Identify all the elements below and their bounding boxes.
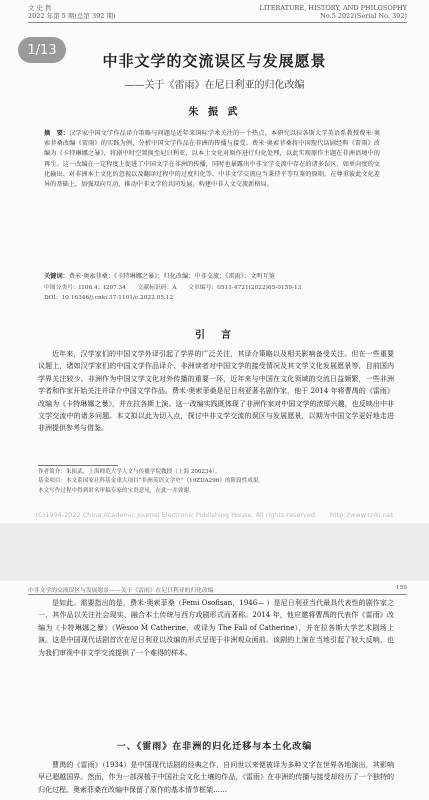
journal-name-en: LITERATURE, HISTORY, AND PHILOSOPHY <box>259 4 407 12</box>
page2-paragraph: 是如此。需要指出的是，费米·奥索菲桑（Femi Osofisan，1946— ）是尼日利亚当代最具代表性的剧作家之一，其作品以关注社会现实、融合本土传统与西方戏剧形式而著称。2014 年，他应邀将曹禺的代表作《雷雨》改编为《卡特琳娜之暴》（Wèsoo Ḿ Catherine，或译为 The Fall of Catherine），并在拉各斯大学艺术剧场上演。这是中国现代话剧首次在尼日利亚以改编的形式呈现于非洲观众面前。该剧的上演在当地引起了较大反响，也为我们审视中非文学交流提供了一个难得的样本。 <box>38 599 394 657</box>
footnote-author: 作者简介：朱振武，上海师范大学人文与传播学院教授（上海 200234）。 <box>38 469 221 475</box>
keywords <box>44 272 380 282</box>
classification-line: 中图分类号：I106.4；I207.34 文献标识码：A 文章编号：0511-4721(2022)05-0159-13 <box>44 285 302 291</box>
abstract-text: 汉学家中国文学作品译介策略与问题是近年来国际学术关注的一个热点。本研究以拉各斯大学英语系教授费米·奥索菲桑改编《雷雨》的实践为例，分析中国文学作品在非洲的传播与接受。费米·奥索菲桑将中国现代话剧经典《雷雨》改编为《卡特琳娜之暴》，将剧中时空置换至尼日利亚，以本土文化对原作进行归化处理，以此实现原作主题在非洲语境中的再生。这一改编在一定程度上促进了中国文学在非洲的传播，同时也暴露出中非文学交流中存在的诸多误区，如单向度的文化输出、对非洲本土文化的忽视以及翻译过程中的过度归化等。中非文学交流应当秉持平等互鉴的原则，在尊重彼此文化差异的基础上，加强双向互动，推动中非文学的共同发展，构建中非人文交流新格局。 <box>44 130 381 189</box>
copyright-watermark: (C)1994-2022 China Academic Journal Electronic Publishing House. All rights reserved. http://www.cnki.net <box>35 511 394 519</box>
journal-name-cn: 文 史 哲 <box>28 4 52 12</box>
section-one-paragraph: 曹禺的《雷雨》（1934）是中国现代话剧的经典之作，自问世以来便被译为多种文字在世界各地演出，其影响早已超越国界。然而，作为一部深植于中国社会文化土壤的作品，《雷雨》在非洲的传播与接受却经历了一个独特的归化过程。奥索菲桑在改编中保留了原作的基本情节框架…… <box>38 761 394 794</box>
article-subtitle: ——关于《雷雨》在尼日利亚的归化改编 <box>124 80 305 91</box>
footnotes <box>38 468 394 496</box>
abstract <box>44 129 380 190</box>
journal-header-left <box>28 4 116 20</box>
page-number: 159 <box>395 585 407 591</box>
journal-issue-en: No.5 2022(Serial No. 392) <box>320 12 407 20</box>
footnote-rule <box>38 465 118 466</box>
article-title: 中非文学的交流误区与发展愿景 <box>102 52 327 70</box>
article-author: 朱 振 武 <box>188 107 241 118</box>
keywords-text: 费米·奥索菲桑；《卡特琳娜之暴》；归化改编；中非交流；《雷雨》；文明互鉴 <box>68 273 275 280</box>
journal-issue-cn: 2022 年第 5 期(总第 392 期) <box>28 12 116 20</box>
page-counter-badge: 1/13 <box>18 37 66 63</box>
keywords-label: 关键词： <box>44 273 69 280</box>
footnote-fund: 基金项目：本文系国家社科基金重大项目“非洲英语文学史”（19ZDA296）的阶段性成果。 <box>38 478 265 485</box>
intro-paragraph: 近年来，汉学家们的中国文学外译引起了学界的广泛关注，其译介策略以及相关影响备受关注。但在一些重要议题上，诸如汉学家们的中国文学作品译介、非洲读者对中国文学的接受情况及其文学文化发展愿景等，目前国内学界关注较少。非洲作为中国文学文化对外传播的重要一环，近年来与中国在文化领域的交流日益频繁，一些非洲学者和作家开始关注并译介中国文学作品。费米·奥索菲桑是尼日利亚著名剧作家，他于 2014 年将曹禺的《雷雨》改编为《卡特琳娜之暴》，并在拉各斯上演。这一改编实践既体现了非洲作家对中国文学的浓厚兴趣，也反映出中非文学交流中的诸多问题。本文拟以此为切入点，探讨中非文学交流的误区与发展愿景，以期为中国文学更好地走进非洲提供参考与借鉴。 <box>38 350 394 433</box>
page-gap <box>0 523 429 581</box>
abstract-label: 摘 要： <box>44 130 70 137</box>
journal-header-right <box>260 4 407 20</box>
section-title-one: 一、《雷雨》在非洲的归化迁移与本土化改编 <box>116 742 313 752</box>
header-rule <box>28 22 407 23</box>
running-header-rule <box>28 594 407 595</box>
doi-link[interactable]: DOI：10.16346/j.cnki.37-1101/c.2022.05.12 <box>44 295 174 301</box>
section-title-intro: 引 言 <box>195 330 234 341</box>
article-page-2 <box>0 581 429 800</box>
running-header <box>28 585 407 594</box>
running-head-title: 中非文学的交流误区与发展愿景——关于《雷雨》在尼日利亚的归化改编 <box>28 588 214 594</box>
footnote-thanks: 本文写作过程中得到匿名审稿专家的宝贵意见，在此一并致谢。 <box>38 487 195 494</box>
